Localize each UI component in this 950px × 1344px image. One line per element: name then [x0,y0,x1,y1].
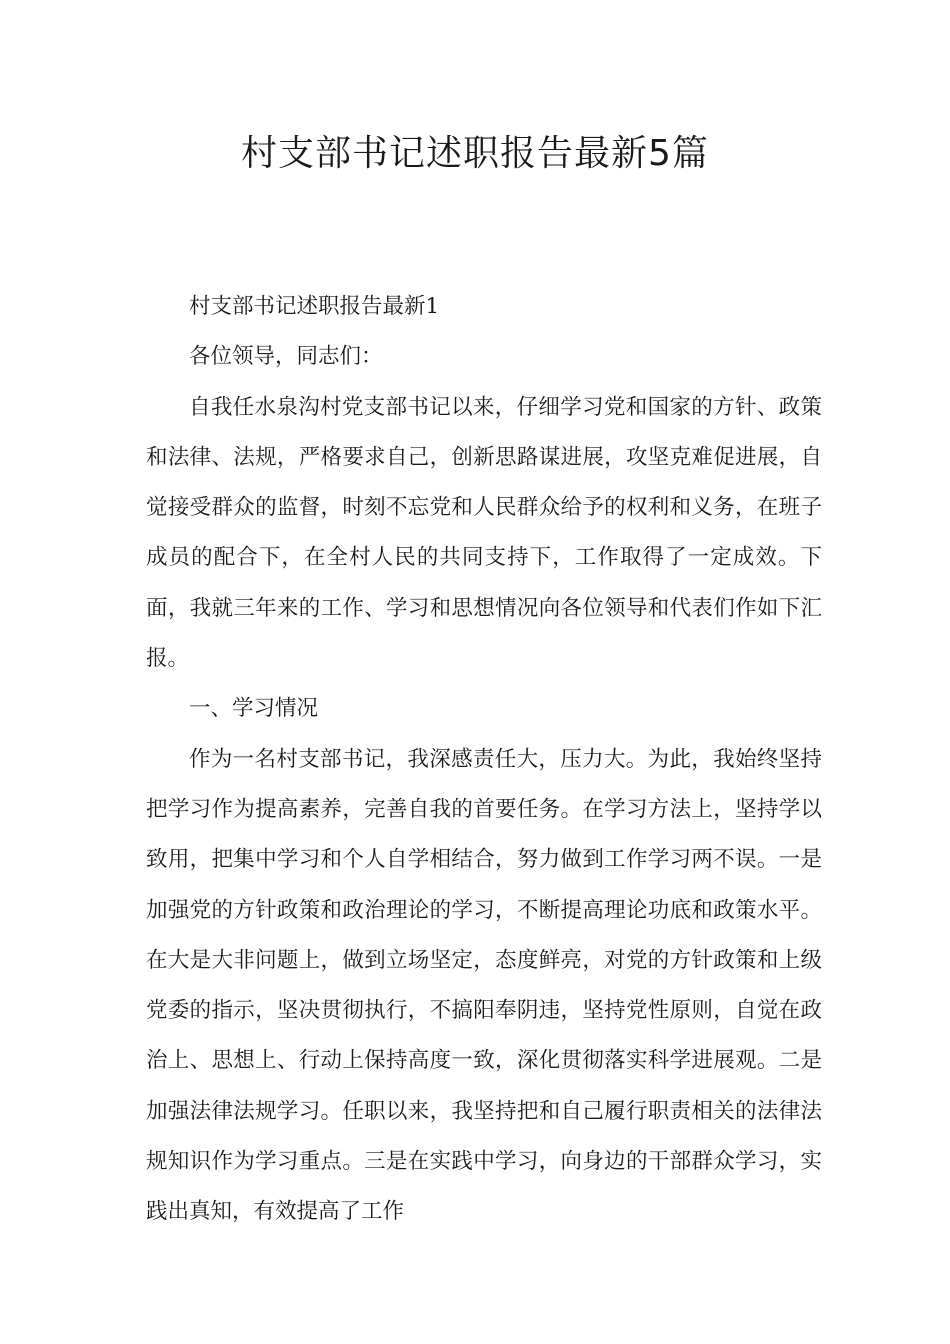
subsection-heading: 一、学习情况 [189,696,319,722]
body-paragraph: 作为一名村支部书记，我深感责任大，压力大。为此，我始终坚持把学习作为提高素养，完善自我的首要任务。在学习方法上，坚持学以致用，把集中学习和个人自学相结合，努力做到工作学习两不误。一是加强党的方针政策和政治理论的学习，不断提高理论功底和政策水平。在大是大非问题上，做到立场坚定，态度鲜亮，对党的方针政策和上级党委的指示，坚决贯彻执行，不搞阳奉阴违，坚持党性原则，自觉在政治上、思想上、行动上保持高度一致，深化贯彻落实科学进展观。二是加强法律法规学习。任职以来，我坚持把和自己履行职责相关的法律法规知识作为学习重点。三是在实践中学习，向身边的干部群众学习，实践出真知，有效提高了工作 [146,746,822,1225]
intro-paragraph: 自我任水泉沟村党支部书记以来，仔细学习党和国家的方针、政策和法律、法规，严格要求自己，创新思路谋进展，攻坚克难促进展，自觉接受群众的监督，时刻不忘党和人民群众给予的权利和义务，在班子成员的配合下，在全村人民的共同支持下，工作取得了一定成效。下面，我就三年来的工作、学习和思想情况向各位领导和代表们作如下汇报。 [146,394,822,672]
section-heading: 村支部书记述职报告最新1 [189,294,440,319]
salutation: 各位领导，同志们： [189,344,383,370]
document-body [146,282,822,1238]
document-title: 村支部书记述职报告最新5篇 [241,133,709,174]
